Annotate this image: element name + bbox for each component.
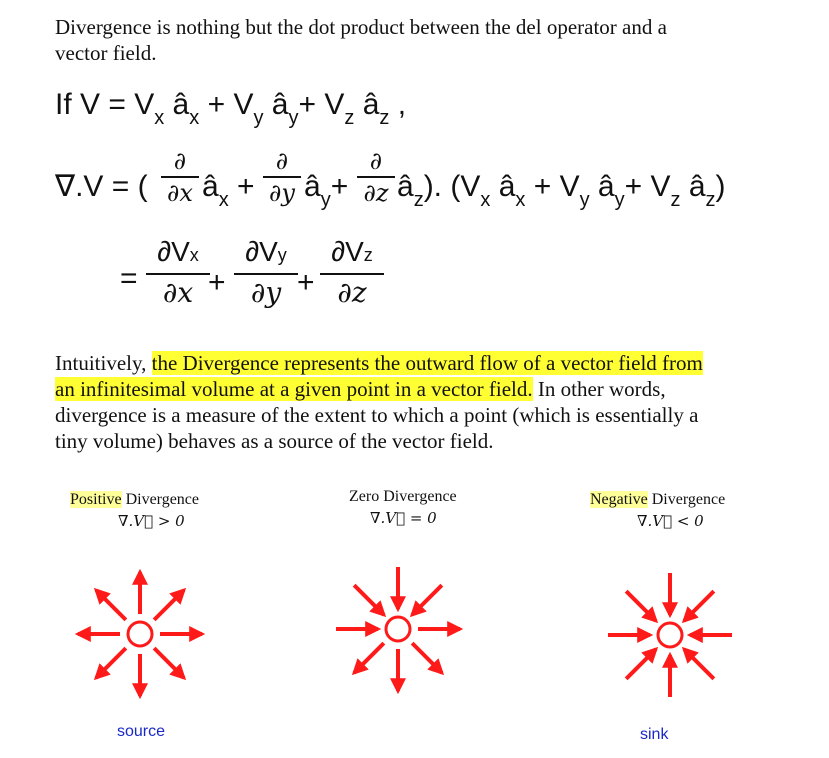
- sub: x: [480, 189, 491, 211]
- text: In other words,: [532, 377, 666, 401]
- eq1-sub: y: [253, 107, 264, 129]
- sink-label: sink: [640, 726, 669, 743]
- sub: x: [218, 189, 229, 211]
- frac-den: ∂z: [337, 276, 367, 309]
- point-circle: [128, 622, 152, 646]
- unit: â: [589, 170, 615, 203]
- sub: y: [579, 189, 590, 211]
- highlighted-text: the Divergence represents the outward flow of a vector field from: [151, 351, 703, 375]
- field-arrow: [684, 591, 714, 621]
- eq3-plus-2: +: [297, 266, 315, 299]
- num-sub: y: [277, 245, 287, 265]
- text: Zero Divergence: [349, 488, 457, 505]
- sub: z: [670, 189, 681, 211]
- unit: â: [304, 170, 321, 203]
- zero-divergence-equation: ∇.V⃗ = 0: [370, 509, 437, 527]
- text: ). (V: [423, 170, 481, 203]
- vector-field-0: [78, 572, 202, 696]
- highlighted-text: Positive: [70, 491, 122, 508]
- field-arrow: [684, 649, 714, 679]
- frac-den: ∂z: [363, 179, 389, 207]
- eq1-text: + V: [298, 88, 345, 121]
- plus: +: [237, 170, 255, 203]
- frac-den: ∂x: [167, 179, 193, 207]
- field-arrow: [412, 643, 442, 673]
- field-arrow: [354, 643, 384, 673]
- num-text: ∂V: [245, 236, 278, 267]
- field-arrow: [354, 585, 384, 615]
- field-arrow: [154, 648, 184, 678]
- text: Intuitively,: [55, 351, 152, 375]
- sub: y: [320, 189, 331, 211]
- sub: x: [515, 189, 526, 211]
- plus: +: [330, 170, 349, 203]
- highlighted-text: Negative: [590, 491, 648, 508]
- highlighted-text: an infinitesimal volume at a given point in a vector field.: [55, 377, 533, 401]
- source-label: source: [117, 723, 166, 740]
- frac-den: ∂y: [250, 276, 282, 309]
- field-arrow: [412, 585, 442, 615]
- eq1-sub: z: [379, 107, 390, 129]
- vector-field-1: [336, 567, 460, 691]
- unit: â: [490, 170, 516, 203]
- eq1-unit: â: [263, 88, 289, 121]
- frac-den: ∂y: [269, 179, 295, 207]
- text: Divergence: [647, 491, 726, 508]
- point-circle: [658, 623, 682, 647]
- field-arrow: [96, 590, 126, 620]
- sub: z: [705, 189, 716, 211]
- unit: â: [397, 170, 414, 203]
- eq1-sub: y: [288, 107, 299, 129]
- field-arrow: [626, 591, 656, 621]
- intro-line-1: Divergence is nothing but the dot product between the del operator and a: [55, 15, 667, 39]
- num-sub: z: [363, 245, 373, 265]
- para2-line-3: divergence is a measure of the extent to which a point (which is essentially a: [55, 403, 699, 427]
- text: + V: [525, 170, 580, 203]
- num-sub: x: [189, 245, 199, 265]
- sub: z: [413, 189, 424, 211]
- eq1-text: If V = V: [55, 88, 155, 121]
- eq1-text: ,: [389, 88, 407, 121]
- unit: â: [680, 170, 706, 203]
- frac-den: ∂x: [162, 276, 194, 309]
- eq3-equals: =: [120, 262, 138, 295]
- positive-divergence-equation: ∇.V⃗ > 0: [118, 512, 185, 530]
- eq1-unit: â: [164, 88, 190, 121]
- point-circle: [386, 617, 410, 641]
- frac-num: ∂: [369, 147, 383, 175]
- eq2-lhs: ∇.V = (: [55, 170, 148, 203]
- para2-line-4: tiny volume) behaves as a source of the vector field.: [55, 429, 494, 453]
- intro-line-2: vector field.: [55, 41, 157, 65]
- vector-field-2: [608, 573, 732, 697]
- field-arrow: [154, 590, 184, 620]
- negative-divergence-equation: ∇.V⃗ < 0: [637, 512, 704, 530]
- eq1-sub: x: [154, 107, 165, 129]
- unit: â: [202, 170, 219, 203]
- num-text: ∂V: [157, 236, 190, 267]
- frac-num: ∂: [275, 147, 289, 175]
- field-arrow: [626, 649, 656, 679]
- eq3-plus-1: +: [208, 266, 226, 299]
- eq1-unit: â: [354, 88, 380, 121]
- frac-num: ∂: [173, 147, 187, 175]
- eq1-text: + V: [199, 88, 254, 121]
- sub: y: [614, 189, 625, 211]
- eq1-sub: x: [189, 107, 200, 129]
- text: ): [715, 170, 726, 203]
- eq1-sub: z: [344, 107, 355, 129]
- text: + V: [624, 170, 671, 203]
- num-text: ∂V: [331, 236, 364, 267]
- text: Divergence: [121, 491, 200, 508]
- field-arrow: [96, 648, 126, 678]
